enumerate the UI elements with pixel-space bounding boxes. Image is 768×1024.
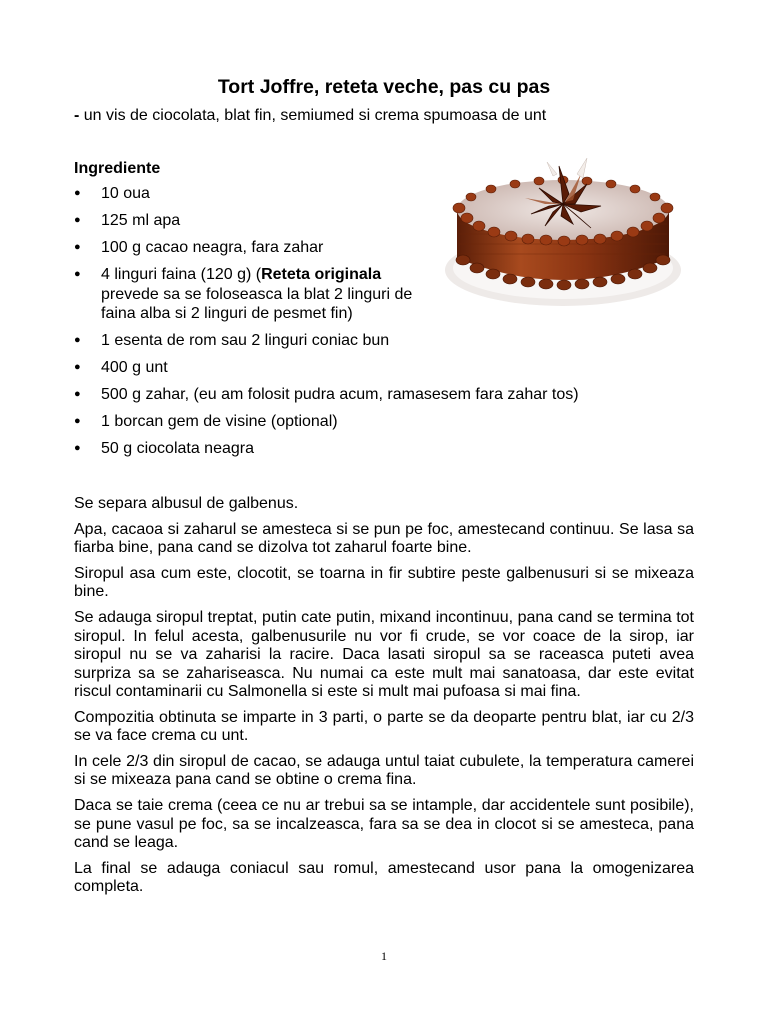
bullet-icon: ●: [74, 361, 81, 373]
bullet-icon: ●: [74, 268, 81, 280]
ingredient-item: [74, 385, 654, 405]
preparation-text: [74, 495, 694, 904]
ingredient-item: [74, 412, 654, 432]
paragraph: Compozitia obtinuta se imparte in 3 parti, o parte se da deoparte pentru blat, iar cu 2/3 se va face crema cu unt.: [74, 708, 694, 745]
paragraph: Apa, cacaoa si zaharul se amesteca si se pun pe foc, amestecand continuu. Se lasa sa fiarba bine, pana cand se dizolva tot zaharul foarte bine.: [74, 520, 694, 557]
bullet-icon: ●: [74, 334, 81, 346]
cake-photo: [441, 144, 681, 312]
paragraph: Siropul asa cum este, clocotit, se toarna in fir subtire peste galbenusuri si se mixeaza bine.: [74, 564, 694, 601]
bullet-icon: ●: [74, 415, 81, 427]
paragraph: Daca se taie crema (ceea ce nu ar trebui sa se intample, dar accidentele sunt posibile), se pune vasul pe foc, sa se incalzeasca, fara sa se dea in clocot si se amesteca, pana cand se leaga.: [74, 797, 694, 852]
bullet-icon: ●: [74, 187, 81, 199]
paragraph: Se separa albusul de galbenus.: [74, 495, 299, 512]
subtitle: [74, 107, 546, 125]
ingredient-text: 10 oua: [101, 185, 150, 202]
ingredient-text-bold: Reteta originala: [261, 266, 382, 283]
subtitle-dash: -: [74, 107, 80, 124]
ingredient-text: 125 ml apa: [101, 212, 181, 229]
page-number: 1: [381, 949, 387, 963]
ingredients-heading: Ingrediente: [74, 160, 161, 177]
bullet-icon: ●: [74, 388, 81, 400]
ingredient-item: [74, 439, 654, 459]
ingredient-text: prevede sa se foloseasca la blat 2 linguri de faina alba si 2 linguri de pesmet fin): [101, 285, 413, 322]
ingredient-item: [74, 265, 433, 324]
bullet-icon: ●: [74, 214, 81, 226]
ingredient-text: 500 g zahar, (eu am folosit pudra acum, ramasesem fara zahar tos): [101, 386, 579, 403]
paragraph: La final se adauga coniacul sau romul, amestecand usor pana la omogenizarea completa.: [74, 859, 694, 896]
ingredient-text: 100 g cacao neagra, fara zahar: [101, 239, 324, 256]
ingredient-text: 4 linguri faina (120 g) (: [101, 266, 262, 283]
ingredient-item: [74, 331, 654, 351]
bullet-icon: ●: [74, 442, 81, 454]
ingredient-text: 50 g ciocolata neagra: [101, 440, 254, 457]
subtitle-text: un vis de ciocolata, blat fin, semiumed si crema spumoasa de unt: [79, 107, 547, 124]
ingredient-text: 1 esenta de rom sau 2 linguri coniac bun: [101, 332, 390, 349]
ingredient-text: 400 g unt: [101, 359, 168, 376]
ingredient-item: [74, 358, 654, 378]
paragraph: Se adauga siropul treptat, putin cate putin, mixand incontinuu, pana cand se termina tot siropul. In felul acesta, galbenusurile nu vor fi crude, se vor coace de la sirop, iar siropul nu se va zaharisi la racire. Daca lasati siropul sa se raceasca puteti avea surpriza sa se zahariseasca. Nu numai ca este mult mai sanatoasa, dar este evitat riscul contaminarii cu Salmonella si este si mult mai pufoasa si mai fina.: [74, 609, 694, 701]
paragraph: In cele 2/3 din siropul de cacao, se adauga untul taiat cubulete, la temperatura camerei si se mixeaza pana cand se obtine o crema fina.: [74, 752, 694, 789]
bullet-icon: ●: [74, 241, 81, 253]
page-title: Tort Joffre, reteta veche, pas cu pas: [217, 76, 551, 98]
ingredient-text: 1 borcan gem de visine (optional): [101, 413, 338, 430]
